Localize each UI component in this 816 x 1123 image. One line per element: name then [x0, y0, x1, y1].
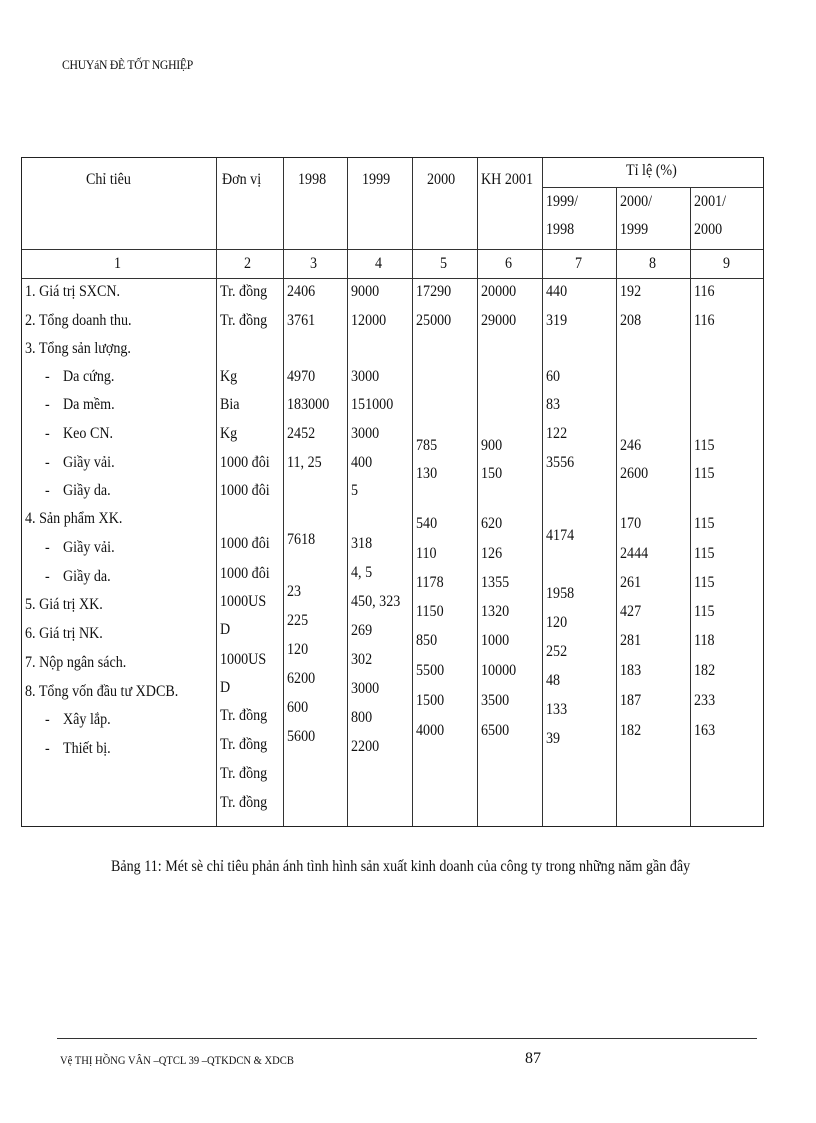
chi-tieu-cell: 7. Nộp ngân sách. [25, 654, 127, 671]
ratio-1999-1998-cell: 440 [546, 283, 568, 300]
don-vi-cell: 1000 đôi [220, 535, 270, 552]
value-1998-cell: 2406 [287, 283, 316, 300]
don-vi-cell: 1000US [220, 651, 267, 668]
row-divider [22, 249, 763, 250]
ratio-2001-2000-cell: 115 [694, 603, 715, 620]
header-2000: 2000 [427, 171, 456, 188]
header-kh2001: KH 2001 [481, 171, 534, 188]
value-kh2001-cell: 1000 [481, 632, 510, 649]
value-2000-cell: 5500 [416, 662, 445, 679]
don-vi-cell: Tr. đồng [220, 707, 268, 724]
don-vi-cell: Kg [220, 425, 238, 442]
chi-tieu-cell: Keo CN. [63, 425, 114, 442]
don-vi-cell: Tr. đồng [220, 765, 268, 782]
col-number: 3 [310, 255, 318, 272]
bullet-dash: - [45, 482, 50, 499]
don-vi-cell: Tr. đồng [220, 736, 268, 753]
value-kh2001-cell: 10000 [481, 662, 517, 679]
ratio-1999-1998-cell: 83 [546, 396, 561, 413]
value-2000-cell: 1178 [416, 574, 444, 591]
don-vi-cell: D [220, 621, 231, 638]
value-kh2001-cell: 150 [481, 465, 503, 482]
value-kh2001-cell: 1320 [481, 603, 510, 620]
ratio-1999-1998-cell: 252 [546, 643, 568, 660]
col-number: 8 [649, 255, 657, 272]
bullet-dash: - [45, 368, 50, 385]
ratio-2001-2000-cell: 163 [694, 722, 716, 739]
table-caption: Bảng 11: Mét sè chỉ tiêu phản ánh tình hình sản xuất kinh doanh của công ty trong những năm gần đây [111, 858, 691, 875]
chi-tieu-cell: Giầy da. [63, 568, 111, 585]
value-2000-cell: 17290 [416, 283, 452, 300]
don-vi-cell: Kg [220, 368, 238, 385]
value-1998-cell: 7618 [287, 531, 316, 548]
ratio-2000-1999-cell: 187 [620, 692, 642, 709]
value-1999-cell: 302 [351, 651, 373, 668]
header-don-vi: Đơn vị [222, 171, 262, 188]
chi-tieu-cell: 6. Giá trị NK. [25, 625, 103, 642]
chi-tieu-cell: 2. Tổng doanh thu. [25, 312, 132, 329]
ratio-1999-1998-cell: 133 [546, 701, 568, 718]
value-2000-cell: 130 [416, 465, 438, 482]
ratio-2000-1999-cell: 261 [620, 574, 642, 591]
col-number: 6 [505, 255, 513, 272]
value-1999-cell: 400 [351, 454, 373, 471]
header-1998: 1998 [298, 171, 327, 188]
value-1999-cell: 9000 [351, 283, 380, 300]
value-2000-cell: 540 [416, 515, 438, 532]
col-divider [542, 158, 543, 826]
col-divider [616, 188, 617, 826]
bullet-dash: - [45, 740, 50, 757]
value-kh2001-cell: 126 [481, 545, 503, 562]
row-divider [542, 187, 763, 188]
value-kh2001-cell: 20000 [481, 283, 517, 300]
chi-tieu-cell: 5. Giá trị XK. [25, 596, 103, 613]
page-number: 87 [525, 1050, 541, 1067]
value-2000-cell: 25000 [416, 312, 452, 329]
bullet-dash: - [45, 568, 50, 585]
value-1998-cell: 11, 25 [287, 454, 322, 471]
page-header: CHUYáN ĐÈ TỐT NGHIỆP [62, 57, 193, 72]
don-vi-cell: Tr. đồng [220, 312, 268, 329]
don-vi-cell: D [220, 679, 231, 696]
col-divider [347, 158, 348, 826]
ratio-1999-1998-cell: 4174 [546, 527, 575, 544]
ratio-2001-2000-cell: 115 [694, 515, 715, 532]
header-ratio-1-top: 1999/ [546, 193, 579, 210]
value-kh2001-cell: 900 [481, 437, 503, 454]
value-kh2001-cell: 6500 [481, 722, 510, 739]
don-vi-cell: Bia [220, 396, 240, 413]
ratio-2000-1999-cell: 246 [620, 437, 642, 454]
value-1999-cell: 450, 323 [351, 593, 401, 610]
bullet-dash: - [45, 539, 50, 556]
chi-tieu-cell: Thiết bị. [63, 740, 111, 757]
value-1998-cell: 5600 [287, 728, 316, 745]
chi-tieu-cell: 1. Giá trị SXCN. [25, 283, 121, 300]
ratio-2000-1999-cell: 208 [620, 312, 642, 329]
col-number: 4 [375, 255, 383, 272]
value-1999-cell: 269 [351, 622, 373, 639]
col-number: 2 [244, 255, 252, 272]
value-1999-cell: 318 [351, 535, 373, 552]
ratio-2001-2000-cell: 115 [694, 465, 715, 482]
value-1998-cell: 23 [287, 583, 302, 600]
header-ratio-3-bottom: 2000 [694, 221, 723, 238]
ratio-2000-1999-cell: 427 [620, 603, 642, 620]
value-2000-cell: 1500 [416, 692, 445, 709]
value-2000-cell: 785 [416, 437, 438, 454]
value-kh2001-cell: 620 [481, 515, 503, 532]
ratio-2001-2000-cell: 115 [694, 574, 715, 591]
value-1999-cell: 800 [351, 709, 373, 726]
chi-tieu-cell: Giầy vải. [63, 454, 115, 471]
ratio-2000-1999-cell: 170 [620, 515, 642, 532]
value-1999-cell: 3000 [351, 425, 380, 442]
col-divider [216, 158, 217, 826]
don-vi-cell: Tr. đồng [220, 283, 268, 300]
col-number: 5 [440, 255, 448, 272]
value-2000-cell: 850 [416, 632, 438, 649]
ratio-2001-2000-cell: 233 [694, 692, 716, 709]
footer-author: Vệ THỊ HỒNG VÂN –QTCL 39 –QTKDCN & XDCB [60, 1053, 294, 1067]
header-ti-le: Tỉ lệ (%) [626, 162, 677, 179]
ratio-2000-1999-cell: 2444 [620, 545, 649, 562]
header-ratio-3-top: 2001/ [694, 193, 727, 210]
ratio-1999-1998-cell: 319 [546, 312, 568, 329]
footer-rule [57, 1038, 757, 1039]
chi-tieu-cell: Giầy da. [63, 482, 111, 499]
chi-tieu-cell: Da mềm. [63, 396, 115, 413]
value-1999-cell: 151000 [351, 396, 394, 413]
ratio-2000-1999-cell: 192 [620, 283, 642, 300]
value-2000-cell: 4000 [416, 722, 445, 739]
col-number: 1 [114, 255, 122, 272]
ratio-2001-2000-cell: 115 [694, 545, 715, 562]
col-divider [412, 158, 413, 826]
value-kh2001-cell: 1355 [481, 574, 510, 591]
chi-tieu-cell: 8. Tổng vốn đầu tư XDCB. [25, 683, 179, 700]
ratio-1999-1998-cell: 120 [546, 614, 568, 631]
value-1998-cell: 183000 [287, 396, 330, 413]
bullet-dash: - [45, 711, 50, 728]
ratio-1999-1998-cell: 60 [546, 368, 561, 385]
header-ratio-2-top: 2000/ [620, 193, 653, 210]
don-vi-cell: 1000 đôi [220, 454, 270, 471]
value-1998-cell: 6200 [287, 670, 316, 687]
don-vi-cell: Tr. đồng [220, 794, 268, 811]
ratio-2001-2000-cell: 115 [694, 437, 715, 454]
bullet-dash: - [45, 425, 50, 442]
ratio-2000-1999-cell: 182 [620, 722, 642, 739]
col-divider [283, 158, 284, 826]
ratio-2000-1999-cell: 281 [620, 632, 642, 649]
don-vi-cell: 1000US [220, 593, 267, 610]
chi-tieu-cell: Da cứng. [63, 368, 115, 385]
ratio-2000-1999-cell: 2600 [620, 465, 649, 482]
header-ratio-1-bottom: 1998 [546, 221, 575, 238]
bullet-dash: - [45, 454, 50, 471]
value-kh2001-cell: 3500 [481, 692, 510, 709]
value-1998-cell: 600 [287, 699, 309, 716]
value-2000-cell: 110 [416, 545, 437, 562]
ratio-2001-2000-cell: 116 [694, 312, 715, 329]
header-ratio-2-bottom: 1999 [620, 221, 649, 238]
value-1998-cell: 4970 [287, 368, 316, 385]
value-1999-cell: 2200 [351, 738, 380, 755]
don-vi-cell: 1000 đôi [220, 565, 270, 582]
chi-tieu-cell: Giầy vải. [63, 539, 115, 556]
header-1999: 1999 [362, 171, 391, 188]
value-2000-cell: 1150 [416, 603, 444, 620]
chi-tieu-cell: Xây lắp. [63, 711, 111, 728]
row-divider [22, 278, 763, 279]
value-kh2001-cell: 29000 [481, 312, 517, 329]
value-1999-cell: 5 [351, 482, 359, 499]
header-chi-tieu: Chỉ tiêu [86, 171, 131, 188]
value-1999-cell: 4, 5 [351, 564, 373, 581]
value-1999-cell: 3000 [351, 680, 380, 697]
value-1999-cell: 3000 [351, 368, 380, 385]
value-1998-cell: 225 [287, 612, 309, 629]
col-number: 9 [723, 255, 731, 272]
chi-tieu-cell: 4. Sản phẩm XK. [25, 510, 123, 527]
ratio-2001-2000-cell: 182 [694, 662, 716, 679]
col-divider [477, 158, 478, 826]
ratio-2001-2000-cell: 116 [694, 283, 715, 300]
value-1998-cell: 3761 [287, 312, 316, 329]
value-1999-cell: 12000 [351, 312, 387, 329]
bullet-dash: - [45, 396, 50, 413]
value-1998-cell: 2452 [287, 425, 316, 442]
chi-tieu-cell: 3. Tổng sản lượng. [25, 340, 131, 357]
ratio-1999-1998-cell: 3556 [546, 454, 575, 471]
col-divider [690, 188, 691, 826]
ratio-2000-1999-cell: 183 [620, 662, 642, 679]
ratio-1999-1998-cell: 122 [546, 425, 568, 442]
col-number: 7 [575, 255, 583, 272]
ratio-1999-1998-cell: 48 [546, 672, 561, 689]
don-vi-cell: 1000 đôi [220, 482, 270, 499]
ratio-1999-1998-cell: 39 [546, 730, 561, 747]
value-1998-cell: 120 [287, 641, 309, 658]
ratio-1999-1998-cell: 1958 [546, 585, 575, 602]
ratio-2001-2000-cell: 118 [694, 632, 715, 649]
